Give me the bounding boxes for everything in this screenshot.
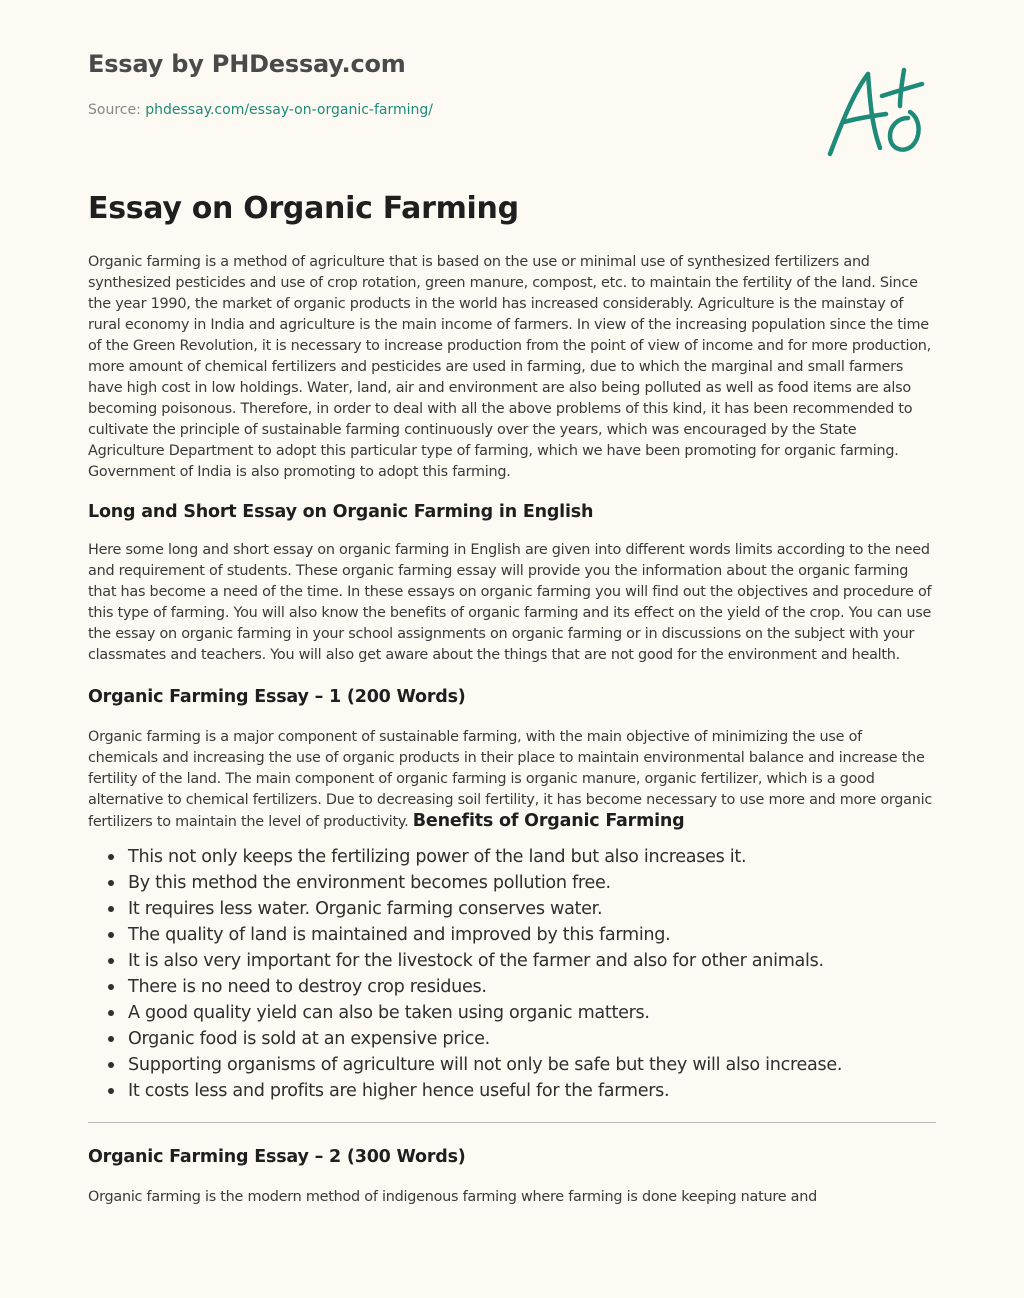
essay-1-text: Organic farming is a major component of sustainable farming, with the main objective of minimizing the use of chemicals and increasing the use of organic products in their place to maintain environmental balance and increase the fertility of the land. The main component of organic farming is organic manure, organic fertilizer, which is a good alternative to chemical fertilizers. Due to decreasing soil fertility, it has become necessary to use more and more organic fertilizers to maintain the level of productivity. [88,729,933,830]
benefits-heading: Benefits of Organic Farming [412,811,685,831]
list-item: A good quality yield can also be taken using organic matters. [108,1000,936,1026]
list-item: Organic food is sold at an expensive price. [108,1026,936,1052]
a-plus-logo-icon [824,62,934,162]
list-item: By this method the environment becomes pollution free. [108,870,936,896]
list-item: The quality of land is maintained and improved by this farming. [108,922,936,948]
list-item: This not only keeps the fertilizing power of the land but also increases it. [108,844,936,870]
list-item: There is no need to destroy crop residues. [108,974,936,1000]
long-short-heading: Long and Short Essay on Organic Farming in English [88,502,594,522]
list-item: It is also very important for the livestock of the farmer and also for other animals. [108,948,936,974]
essay-1-heading: Organic Farming Essay – 1 (200 Words) [88,687,466,707]
source-link[interactable]: phdessay.com/essay-on-organic-farming/ [145,102,434,118]
page-title: Essay on Organic Farming [88,191,519,226]
list-item: It requires less water. Organic farming conserves water. [108,896,936,922]
essay-body [88,252,936,1208]
benefits-list [88,844,936,1104]
essay-1-paragraph [88,727,936,833]
site-brand: Essay by PHDessay.com [88,50,406,78]
essay-2-paragraph: Organic farming is the modern method of indigenous farming where farming is done keeping nature and [88,1189,817,1205]
source-label: Source: [88,102,146,118]
intro-paragraph: Organic farming is a method of agriculture that is based on the use or minimal use of synthesized fertilizers and synthesized pesticides and use of crop rotation, green manure, compost, etc. to maintain the fertility of the land. Since the year 1990, the market of organic products in the world has increased considerably. Agriculture is the mainstay of rural economy in India and agriculture is the main income of farmers. In view of the increasing population since the time of the Green Revolution, it is necessary to increase production from the point of view of income and for more production, more amount of chemical fertilizers and pesticides are used in farming, due to which the marginal and small farmers have high cost in low holdings. Water, land, air and environment are also being polluted as well as food items are also becoming poisonous. Therefore, in order to deal with all the above problems of this kind, it has been recommended to cultivate the principle of sustainable farming continuously over the years, which was encouraged by the State Agriculture Department to adopt this particular type of farming, which we have been promoting for organic farming. Government of India is also promoting to adopt this farming. [88,254,931,480]
source-line [88,102,433,118]
list-item: It costs less and profits are higher hence useful for the farmers. [108,1078,936,1104]
essay-2-heading: Organic Farming Essay – 2 (300 Words) [88,1147,466,1167]
section-divider [88,1122,936,1123]
long-short-paragraph: Here some long and short essay on organic farming in English are given into different words limits according to the need and requirement of students. These organic farming essay will provide you the information about the organic farming that has become a need of the time. In these essays on organic farming you will find out the objectives and procedure of this type of farming. You will also know the benefits of organic farming and its effect on the yield of the crop. You can use the essay on organic farming in your school assignments on organic farming or in discussions on the subject with your classmates and teachers. You will also get aware about the things that are not good for the environment and health. [88,542,932,663]
list-item: Supporting organisms of agriculture will not only be safe but they will also increase. [108,1052,936,1078]
